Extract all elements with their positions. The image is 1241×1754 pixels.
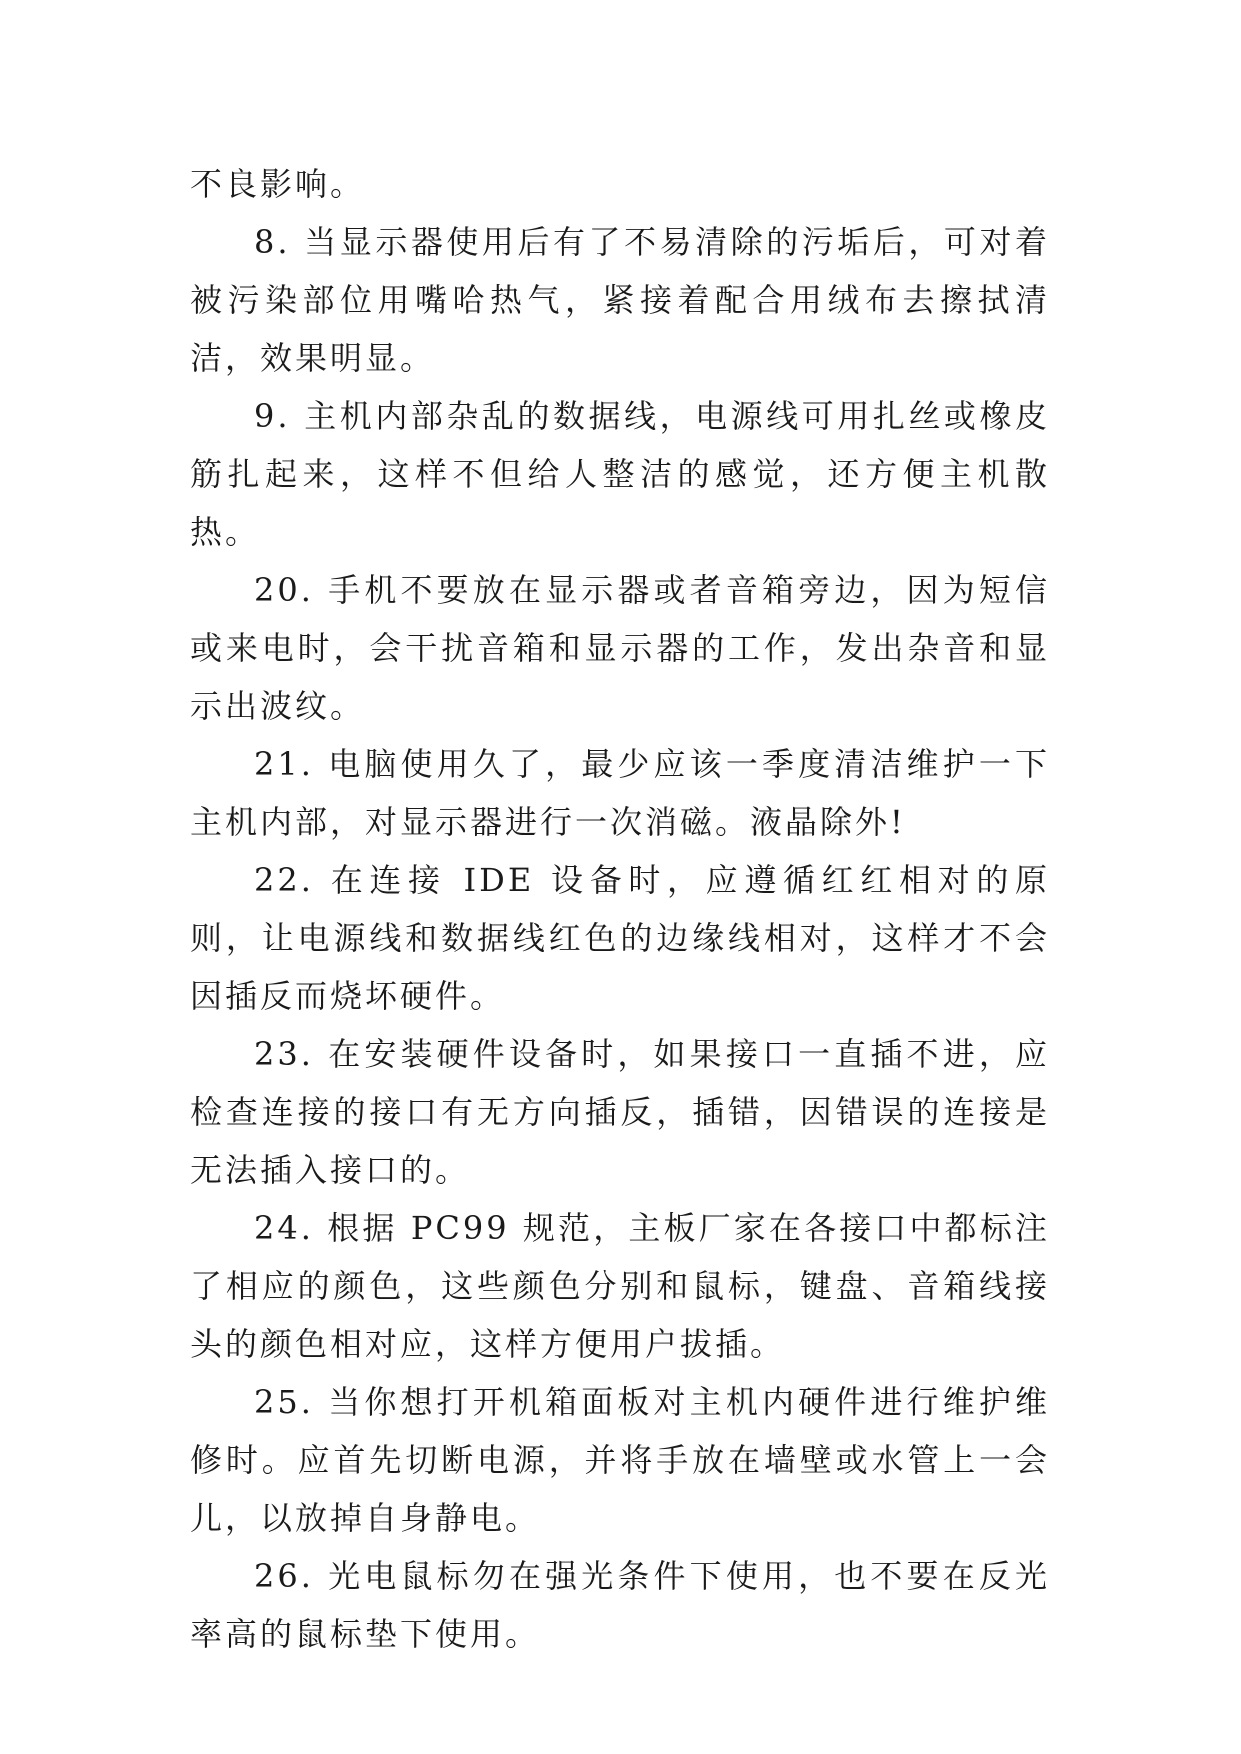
paragraph-item-23: 23. 在安装硬件设备时，如果接口一直插不进，应检查连接的接口有无方向插反，插错，因错误的连接是无法插入接口的。 xyxy=(190,1035,1050,1189)
paragraph-item-20: 20. 手机不要放在显示器或者音箱旁边，因为短信或来电时，会干扰音箱和显示器的工作，发出杂音和显示出波纹。 xyxy=(190,571,1050,725)
paragraph-item-22: 22. 在连接 IDE 设备时，应遵循红红相对的原则，让电源线和数据线红色的边缘线相对，这样才不会因插反而烧坏硬件。 xyxy=(190,861,1050,1015)
paragraph-item-21: 21. 电脑使用久了，最少应该一季度清洁维护一下主机内部，对显示器进行一次消磁。液晶除外! xyxy=(190,745,1050,841)
paragraph-item-8: 8. 当显示器使用后有了不易清除的污垢后，可对着被污染部位用嘴哈热气，紧接着配合用绒布去擦拭清洁，效果明显。 xyxy=(190,223,1050,377)
document-body xyxy=(190,155,1050,1663)
paragraph-continuation: 不良影响。 xyxy=(190,165,366,203)
paragraph-item-26: 26. 光电鼠标勿在强光条件下使用，也不要在反光率高的鼠标垫下使用。 xyxy=(190,1557,1050,1653)
paragraph-item-9: 9. 主机内部杂乱的数据线，电源线可用扎丝或橡皮筋扎起来，这样不但给人整洁的感觉，还方便主机散热。 xyxy=(190,397,1050,551)
paragraph-item-25: 25. 当你想打开机箱面板对主机内硬件进行维护维修时。应首先切断电源，并将手放在墙壁或水管上一会儿，以放掉自身静电。 xyxy=(190,1383,1050,1537)
paragraph-item-24: 24. 根据 PC99 规范，主板厂家在各接口中都标注了相应的颜色，这些颜色分别和鼠标，键盘、音箱线接头的颜色相对应，这样方便用户拔插。 xyxy=(190,1209,1050,1363)
